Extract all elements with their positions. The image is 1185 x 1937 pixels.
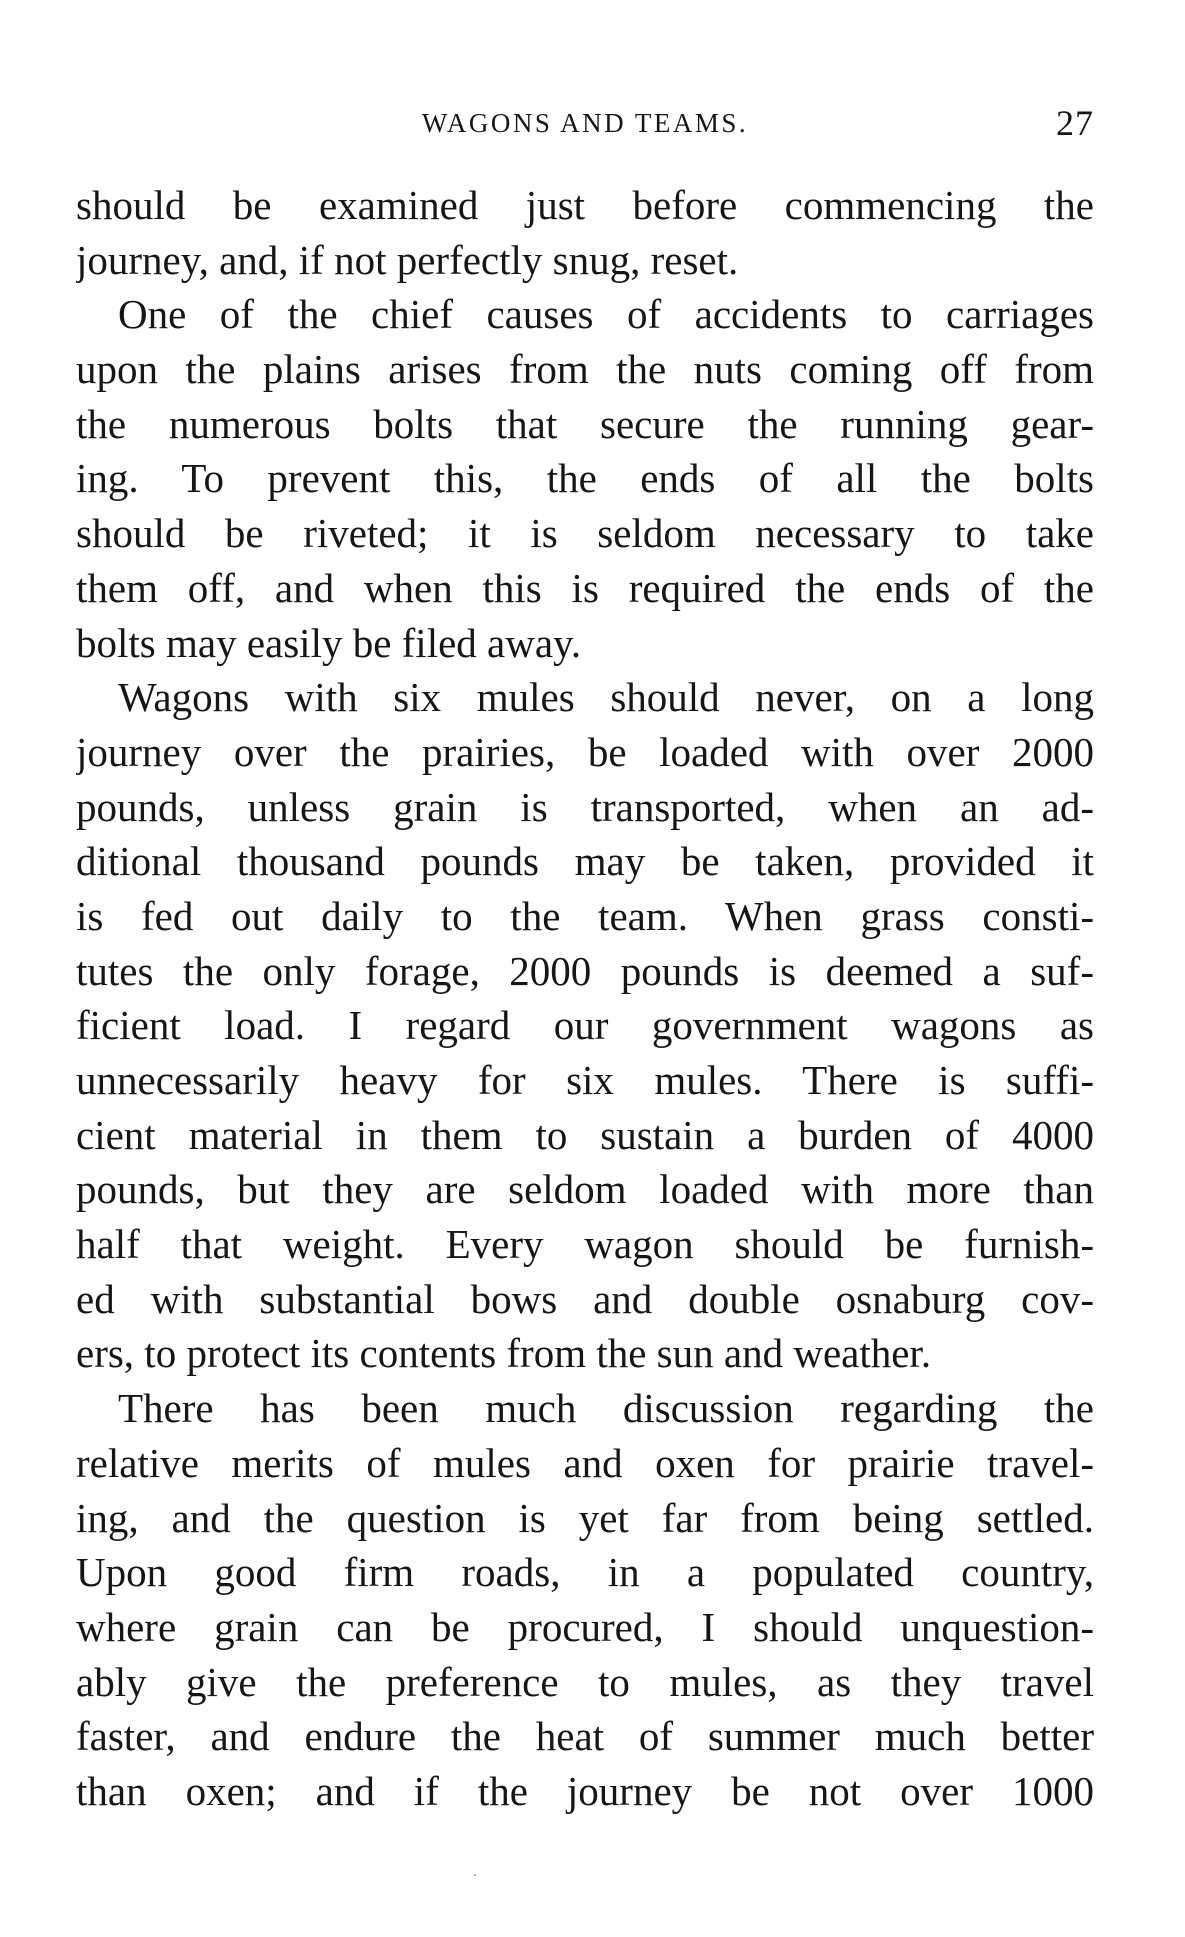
text-line: ing, and the question is yet far from being settled. — [76, 1494, 1094, 1541]
body-text — [76, 178, 1094, 1819]
text-line: is fed out daily to the team. When grass consti- — [76, 892, 1094, 939]
text-line: upon the plains arises from the nuts coming off from — [76, 346, 1094, 393]
text-line: pounds, but they are seldom loaded with more than — [76, 1166, 1094, 1213]
text-line: them off, and when this is required the ends of the — [76, 564, 1094, 611]
paper-speck — [474, 1874, 476, 1876]
text-line: ed with substantial bows and double osnaburg cov- — [76, 1275, 1094, 1322]
text-line: should be examined just before commencing the — [76, 182, 1094, 228]
page-number: 27 — [1056, 103, 1094, 143]
text-line: pounds, unless grain is transported, when an ad- — [76, 783, 1094, 830]
text-line: relative merits of mules and oxen for prairie travel- — [76, 1439, 1094, 1486]
text-line: Wagons with six mules should never, on a long — [118, 674, 1094, 721]
text-line: ably give the preference to mules, as they travel — [76, 1658, 1094, 1705]
text-line: One of the chief causes of accidents to carriages — [118, 291, 1094, 338]
running-title: WAGONS AND TEAMS. — [421, 108, 749, 138]
text-line: than oxen; and if the journey be not over 1000 — [76, 1767, 1094, 1814]
text-line: should be riveted; it is seldom necessary to take — [76, 510, 1094, 557]
page-header — [76, 103, 1094, 148]
text-line: half that weight. Every wagon should be furnish- — [76, 1221, 1094, 1268]
text-line: ers, to protect its contents from the sun and weather. — [76, 1330, 932, 1377]
text-line: unnecessarily heavy for six mules. There is suffi- — [76, 1057, 1094, 1103]
text-line: cient material in them to sustain a burden of 4000 — [76, 1111, 1094, 1158]
text-line: journey over the prairies, be loaded with over 2000 — [76, 728, 1094, 775]
text-line: tutes the only forage, 2000 pounds is deemed a suf- — [76, 947, 1094, 994]
text-line: There has been much discussion regarding the — [118, 1385, 1094, 1432]
text-line: Upon good firm roads, in a populated country, — [76, 1549, 1094, 1596]
text-line: ficient load. I regard our government wagons as — [76, 1002, 1094, 1049]
text-line: ditional thousand pounds may be taken, provided it — [76, 838, 1094, 885]
text-line: the numerous bolts that secure the running gear- — [76, 400, 1094, 447]
text-line: bolts may easily be filed away. — [76, 619, 582, 666]
text-line: journey, and, if not perfectly snug, reset. — [76, 236, 739, 283]
text-line: ing. To prevent this, the ends of all the bolts — [76, 455, 1094, 502]
text-line: where grain can be procured, I should unquestion- — [76, 1603, 1094, 1650]
text-line: faster, and endure the heat of summer much better — [76, 1713, 1094, 1760]
